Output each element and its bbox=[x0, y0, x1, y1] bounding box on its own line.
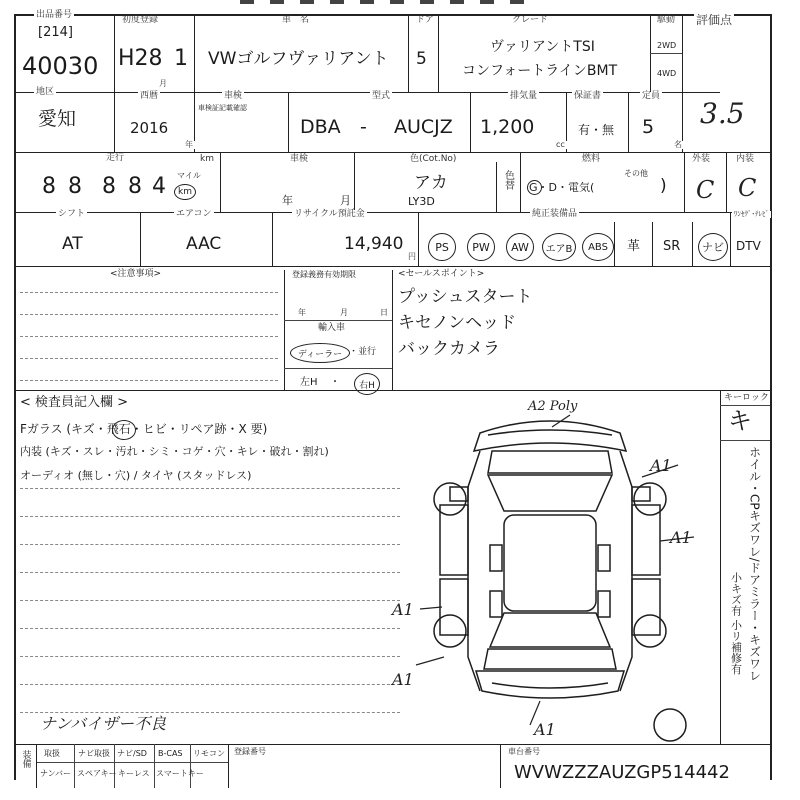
frame-left bbox=[14, 14, 16, 780]
caution-dash-3 bbox=[20, 336, 278, 337]
remark-handwritten: ナンバイザー不良 bbox=[40, 714, 167, 733]
equip-dtv: DTV bbox=[736, 239, 761, 253]
row4-div-d bbox=[614, 222, 615, 266]
side-text: ホイル・CPキズワレ/ドアミラー・キズワレ bbox=[747, 446, 762, 682]
footer-top-line bbox=[14, 744, 770, 745]
row4-div-f bbox=[692, 222, 693, 266]
score-handwritten: 3.5 bbox=[700, 97, 745, 130]
mileage-digit-5: 4 bbox=[152, 174, 166, 199]
cc-label: 排気量 bbox=[510, 91, 538, 101]
car-diagram bbox=[380, 395, 720, 745]
import-label: 輸入車 bbox=[318, 323, 346, 333]
period-month: 月 bbox=[340, 308, 348, 317]
hood bbox=[488, 451, 612, 473]
shift-value: AT bbox=[62, 234, 83, 254]
footer-r1-5: リモコン bbox=[193, 749, 225, 758]
doors-value: 5 bbox=[416, 49, 427, 69]
color-change: 色替 bbox=[502, 170, 514, 190]
handle-left-1 bbox=[490, 545, 502, 571]
row3-div-b bbox=[354, 152, 355, 212]
wheel-rr bbox=[634, 615, 666, 647]
notes-div-a bbox=[284, 270, 285, 390]
recycle-value: 14,940 bbox=[344, 234, 404, 254]
insp-dash-1 bbox=[20, 488, 400, 489]
fuel-label: 燃料 bbox=[582, 154, 601, 164]
mark-top: A2 Poly bbox=[528, 399, 578, 414]
color-code: LY3D bbox=[408, 195, 435, 208]
maker-label: 車検 bbox=[224, 91, 243, 101]
insp-dash-4 bbox=[20, 572, 400, 573]
mark-bottom: A1 bbox=[534, 720, 556, 739]
int-label: 内装 bbox=[736, 154, 755, 164]
footer-div-5 bbox=[228, 744, 229, 788]
cc-unit: cc bbox=[556, 140, 565, 149]
footer-div-side bbox=[36, 744, 37, 788]
drive-split-line bbox=[650, 53, 682, 54]
insp-dash-6 bbox=[20, 628, 400, 629]
row4-div-e bbox=[652, 222, 653, 266]
footer-r1-3: ナビ/SD bbox=[117, 749, 147, 758]
row3-div-d bbox=[520, 152, 521, 212]
ac-label: エアコン bbox=[176, 209, 212, 219]
first-reg-era: H28 bbox=[118, 46, 163, 71]
insp-dash-7 bbox=[20, 656, 400, 657]
capacity-unit: 名 bbox=[674, 140, 682, 149]
month-unit: 月 bbox=[159, 79, 167, 88]
row2-div-d bbox=[470, 92, 471, 152]
row2-div-c bbox=[288, 92, 289, 152]
sales-point-1: プッシュスタート bbox=[398, 287, 533, 307]
shift-label: シフト bbox=[58, 209, 86, 219]
rear-window bbox=[490, 613, 610, 647]
insp-dash-3 bbox=[20, 544, 400, 545]
int-value: C bbox=[738, 174, 757, 202]
front-lamps bbox=[488, 430, 612, 435]
doors-label: ドア bbox=[416, 15, 434, 25]
equip-ps: PS bbox=[428, 233, 456, 261]
row4-bottom-line bbox=[14, 266, 770, 267]
side-column-line bbox=[720, 390, 721, 744]
year-label: 西暦 bbox=[140, 91, 159, 101]
color-label: 色(Cot.No) bbox=[410, 154, 457, 164]
maker-sub: 車検証記載確認 bbox=[198, 104, 247, 112]
mileage-digit-1: 8 bbox=[42, 174, 56, 199]
notes-div-b bbox=[392, 270, 393, 390]
reg-no-label: 登録番号 bbox=[234, 747, 266, 756]
model-code: AUCJZ bbox=[394, 116, 453, 138]
inspector-title: < 検査員記入欄 > bbox=[20, 395, 129, 410]
period-year: 年 bbox=[298, 308, 306, 317]
door-left-rear bbox=[440, 579, 468, 635]
footer-div-1 bbox=[74, 744, 75, 788]
footer-div-2 bbox=[114, 744, 115, 788]
score-label: 評価点 bbox=[696, 13, 733, 27]
mark-right-1: A1 bbox=[650, 456, 672, 475]
row1-div-c bbox=[408, 14, 409, 92]
cc-value: 1,200 bbox=[480, 116, 535, 138]
fuel-close: ) bbox=[660, 176, 667, 196]
equip-label: 純正装備品 bbox=[532, 209, 578, 219]
steer-left: 左H bbox=[300, 377, 318, 388]
row3-bottom-line bbox=[14, 212, 770, 213]
car-name-label: 車 名 bbox=[282, 15, 310, 25]
capacity-label: 定員 bbox=[642, 91, 661, 101]
wheel-rl bbox=[434, 615, 466, 647]
side-small: 小キズ有 小リ補修有 bbox=[729, 572, 743, 675]
grade-line2: コンフォートラインBMT bbox=[462, 63, 618, 79]
model-dash: - bbox=[360, 116, 367, 138]
frame-right bbox=[770, 14, 772, 780]
row2-div-a bbox=[114, 92, 115, 152]
mileage-digit-2: 8 bbox=[68, 174, 82, 199]
key-lock-label: キーロック bbox=[724, 393, 769, 403]
notes-inspect-line bbox=[284, 320, 392, 321]
footer-r2-1: ナンバー bbox=[40, 769, 72, 778]
mark-left-1: A1 bbox=[392, 600, 414, 619]
windshield bbox=[488, 475, 612, 511]
handle-right-2 bbox=[598, 591, 610, 617]
caution-label: <注意事項> bbox=[110, 269, 162, 279]
notes-import-line bbox=[284, 368, 392, 369]
footer-r2-4: スマートキー bbox=[156, 769, 204, 778]
import-dealer: ディーラー bbox=[290, 343, 350, 363]
inspector-line2: 内装 (キズ・スレ・汚れ・シミ・コゲ・穴・キレ・破れ・割れ) bbox=[20, 445, 329, 458]
mark-left-2: A1 bbox=[392, 670, 414, 689]
recycle-yen: 円 bbox=[408, 252, 416, 261]
drive-label: 駆動 bbox=[657, 15, 676, 25]
vin-label: 車台番号 bbox=[508, 747, 540, 756]
trunk bbox=[484, 649, 616, 669]
warranty-label: 保証書 bbox=[574, 91, 602, 101]
period-day: 日 bbox=[380, 308, 388, 317]
door-right-front bbox=[632, 505, 660, 575]
footer-r2-3: キーレス bbox=[118, 769, 150, 778]
row4-div-b bbox=[272, 212, 273, 266]
equip-abs: ABS bbox=[582, 233, 614, 261]
row1-bottom-line bbox=[14, 92, 720, 93]
tv-label: ﾜﾝｾｸﾞ･ﾃﾚﾋﾞ bbox=[734, 210, 769, 218]
row4-div-g bbox=[730, 212, 731, 266]
handle-right-1 bbox=[598, 545, 610, 571]
caution-dash-1 bbox=[20, 292, 278, 293]
inspect-label: 車検 bbox=[290, 154, 309, 164]
footer-r2-2: スペアキー bbox=[77, 769, 117, 778]
row1-div-f bbox=[682, 14, 683, 152]
row3-div-a bbox=[220, 152, 221, 212]
notes-bottom-line bbox=[14, 390, 770, 391]
equip-pw: PW bbox=[467, 233, 495, 261]
caution-dash-4 bbox=[20, 358, 278, 359]
drive-2wd: 2WD bbox=[657, 41, 677, 50]
body-left bbox=[468, 451, 480, 691]
origin-value: 愛知 bbox=[38, 108, 77, 130]
lot-number: 40030 bbox=[22, 52, 99, 80]
footer-div-3 bbox=[154, 744, 155, 788]
footer-div-6 bbox=[500, 744, 501, 788]
row2-bottom-line bbox=[14, 152, 770, 153]
caution-dash-5 bbox=[20, 380, 278, 381]
ext-value: C bbox=[696, 176, 715, 204]
grade-line1: ヴァリアントTSI bbox=[490, 39, 595, 55]
ext-label: 外装 bbox=[692, 154, 711, 164]
mileage-mile: マイル bbox=[177, 171, 201, 180]
row4-div-c bbox=[418, 212, 419, 266]
insp-dash-2 bbox=[20, 516, 400, 517]
key-box-line bbox=[720, 440, 770, 441]
door-right-rear bbox=[632, 579, 660, 635]
inspector-line3: オーディオ (無し・穴) / タイヤ (スタッドレス) bbox=[20, 469, 252, 482]
front-bumper bbox=[474, 421, 626, 451]
row2-div-f bbox=[628, 92, 629, 152]
equip-aw: AW bbox=[506, 233, 534, 261]
inspector-line1: Fガラス (キズ・飛石・ヒビ・リペア跡・X 要) bbox=[20, 422, 268, 436]
rear-lamps bbox=[492, 683, 608, 688]
equip-sunroof: SR bbox=[663, 239, 681, 254]
vin-value: WVWZZZAUZGP514442 bbox=[514, 762, 730, 783]
drive-4wd: 4WD bbox=[657, 69, 677, 78]
fuel-other: その他 bbox=[624, 169, 648, 178]
first-reg-label: 初度登録 bbox=[122, 15, 159, 25]
model-label: 型式 bbox=[372, 91, 391, 101]
title-bar bbox=[240, 0, 540, 4]
lot-label: 出品番号 bbox=[36, 10, 73, 20]
fuel-value: G・D・電気( bbox=[529, 181, 595, 194]
row3-div-c bbox=[496, 162, 497, 212]
recycle-label: リサイクル預託金 bbox=[294, 209, 365, 219]
year-value: 2016 bbox=[130, 119, 169, 137]
row4-div-a bbox=[140, 212, 141, 266]
color-value: アカ bbox=[414, 173, 448, 193]
origin-label: 地区 bbox=[36, 87, 55, 97]
footer-side: 装備 bbox=[20, 750, 31, 768]
body-right bbox=[620, 451, 632, 691]
equip-navi: ナビ bbox=[698, 233, 728, 261]
equip-airbag: エアB bbox=[542, 233, 576, 261]
inspect-year-unit: 年 bbox=[282, 194, 293, 207]
handle-left-2 bbox=[490, 591, 502, 617]
mileage-digit-3: 8 bbox=[102, 174, 116, 199]
grade-label: グレード bbox=[512, 15, 549, 25]
warranty-value: 有・無 bbox=[578, 123, 615, 137]
lot-box: [214] bbox=[38, 25, 73, 40]
inspect-period-label: 登録義務有効期限 bbox=[292, 270, 356, 279]
inspect-month-unit: 月 bbox=[340, 194, 351, 207]
sales-point-2: キセノンヘッド bbox=[398, 313, 517, 333]
footer-div-4 bbox=[190, 744, 191, 788]
insp-dash-5 bbox=[20, 600, 400, 601]
footer-r1-1: 取扱 bbox=[44, 749, 60, 758]
first-reg-month: 1 bbox=[174, 46, 188, 71]
sales-label: <セールスポイント> bbox=[398, 269, 485, 279]
capacity-value: 5 bbox=[642, 116, 655, 138]
key-label-line bbox=[720, 405, 770, 406]
row3-div-e bbox=[684, 152, 685, 212]
footer-r1-2: ナビ取扱 bbox=[78, 749, 110, 758]
footer-mid-line bbox=[36, 762, 228, 763]
footer-r1-4: B-CAS bbox=[158, 749, 183, 758]
equip-leather: 革 bbox=[627, 239, 641, 254]
row1-div-b bbox=[194, 14, 195, 92]
year-unit: 年 bbox=[185, 140, 193, 149]
mileage-label: 走行 bbox=[106, 153, 125, 163]
steer-right: 右H bbox=[354, 373, 380, 395]
insp-dash-8 bbox=[20, 684, 400, 685]
caution-dash-2 bbox=[20, 314, 278, 315]
mileage-digit-4: 8 bbox=[128, 174, 142, 199]
steer-dot: ・ bbox=[330, 377, 340, 388]
row1-div-a bbox=[114, 14, 115, 92]
mark-right-2: A1 bbox=[670, 528, 692, 547]
roof bbox=[504, 515, 596, 611]
spare-wheel bbox=[654, 709, 686, 741]
row3-div-f bbox=[726, 152, 727, 212]
stone-chip-circle bbox=[112, 420, 136, 440]
row1-div-d bbox=[438, 14, 439, 92]
import-parallel: ・並行 bbox=[349, 347, 377, 357]
door-left-front bbox=[440, 505, 468, 575]
insp-dash-9 bbox=[20, 712, 400, 713]
mileage-km-circle: km bbox=[174, 184, 196, 200]
sales-point-3: バックカメラ bbox=[398, 339, 500, 359]
model-prefix: DBA bbox=[300, 116, 341, 138]
ac-value: AAC bbox=[186, 234, 222, 254]
km-unit-label: km bbox=[200, 154, 214, 164]
car-name: VWゴルフヴァリアント bbox=[208, 49, 389, 69]
key-lock-mark: キ bbox=[728, 407, 752, 435]
